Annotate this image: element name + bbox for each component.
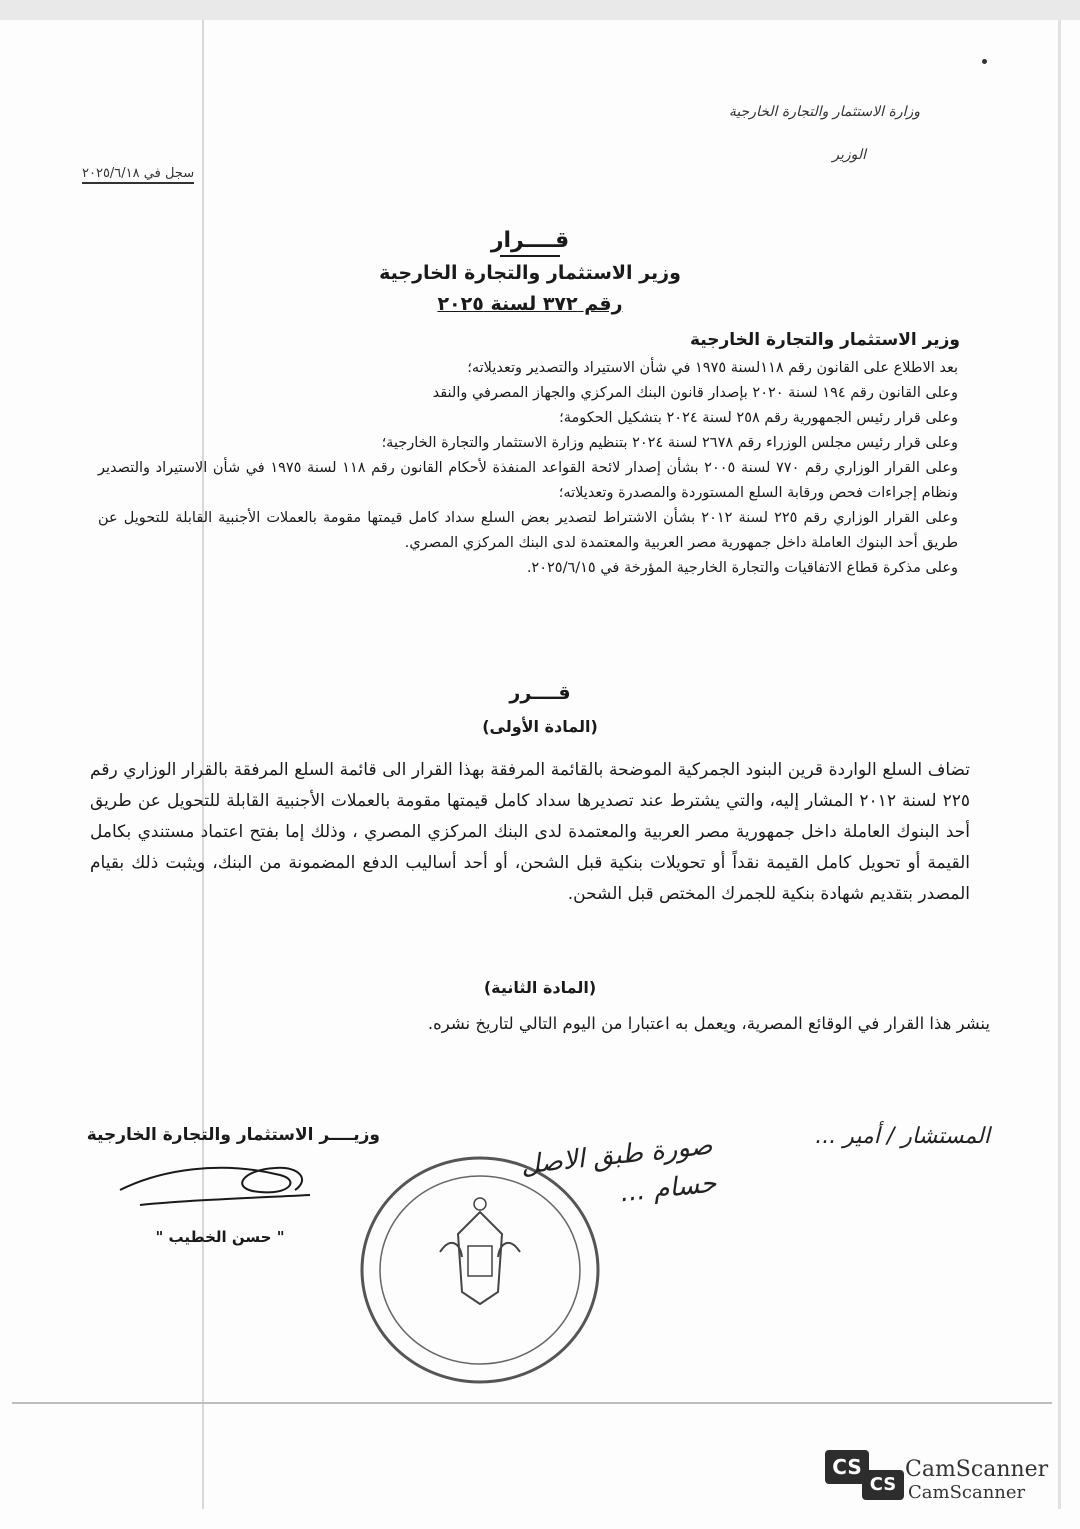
preamble-item: وعلى القانون رقم ١٩٤ لسنة ٢٠٢٠ بإصدار قانون البنك المركزي والجهاز المصرفي والنقد: [432, 385, 958, 401]
camscanner-brand: CamScanner: [905, 1457, 1049, 1482]
preamble-item: وعلى قرار رئيس الجمهورية رقم ٢٥٨ لسنة ٢٠٢٤ بتشكيل الحكومة؛: [559, 410, 958, 426]
decision-issuer: وزير الاستثمار والتجارة الخارجية: [379, 262, 681, 284]
preamble-item: وعلى القرار الوزاري رقم ٢٢٥ لسنة ٢٠١٢ بشأن الاشتراط لتصدير بعض السلع سداد كامل قيمتها مقومة بالعملات الأجنبية القابلة للتحويل عن طريق أحد البنوك العاملة داخل جمهورية مصر العربية والمعتمدة لدى البنك المركزي المصري.: [98, 510, 959, 551]
scan-edge-line: [1058, 20, 1061, 1509]
article-2-text: ينشر هذا القرار في الوقائع المصرية، ويعمل به اعتبارا من اليوم التالي لتاريخ نشره.: [427, 1014, 990, 1033]
preamble: [98, 356, 958, 581]
advisor-handwriting: المستشار / أمير ...: [815, 1124, 990, 1149]
preamble-item: وعلى القرار الوزاري رقم ٧٧٠ لسنة ٢٠٠٥ بشأن إصدار لائحة القواعد المنفذة لأحكام القانون رقم ١١٨ لسنة ١٩٧٥ في شأن الاستيراد والتصدير ونظام إجراءات فحص ورقابة السلع المستوردة والمصدرة وتعديلاته؛: [98, 460, 958, 501]
scan-top-band: [0, 0, 1080, 20]
preamble-item: وعلى مذكرة قطاع الاتفاقيات والتجارة الخارجية المؤرخة في ٢٠٢٥/٦/١٥.: [526, 560, 958, 576]
minister-label: الوزير: [832, 147, 866, 163]
preamble-addressee: وزير الاستثمار والتجارة الخارجية: [689, 330, 960, 350]
signatory-name: " حسن الخطيب ": [155, 1228, 285, 1246]
signatory-title: وزيــــر الاستثمار والتجارة الخارجية: [86, 1125, 380, 1145]
decided-heading: قــــرر: [509, 682, 571, 704]
article-1-text: تضاف السلع الواردة قرين البنود الجمركية الموضحة بالقائمة المرفقة بهذا القرار الى قائمة السلع المرفقة بالقرار الوزاري رقم ٢٢٥ لسنة ٢٠١٢ المشار إليه، والتي يشترط عند تصديرها سداد كامل قيمتها مقومة بالعملات الأجنبية القابلة للتحويل عن طريق أحد البنوك العاملة داخل جمهورية مصر العربية والمعتمدة لدى البنك المركزي المصري ، وذلك إما بفتح اعتماد مستندي بكامل القيمة أو تحويل كامل القيمة نقداً أو تحويلات بنكية قبل الشحن، أو أحد أساليب الدفع المضمونة من البنك، ويثبت ذلك بقيام المصدر بتقديم شهادة بنكية للجمرك المختص قبل الشحن.: [90, 760, 970, 904]
article-1-title: (المادة الأولى): [482, 717, 598, 736]
camscanner-logo: CS: [825, 1450, 869, 1484]
decision-title: قــــرار: [380, 228, 680, 257]
handwritten-certification: صورة طبق الاصل حسام ...: [519, 1130, 718, 1209]
camscanner-brand-shadow: CamScanner: [908, 1482, 1026, 1503]
decision-number: رقم ٣٧٢ لسنة ٢٠٢٥: [437, 293, 623, 315]
ink-dot: [982, 59, 987, 64]
preamble-item: بعد الاطلاع على القانون رقم ١١٨لسنة ١٩٧٥ في شأن الاستيراد والتصدير وتعديلاته؛: [467, 360, 958, 376]
preamble-item: وعلى قرار رئيس مجلس الوزراء رقم ٢٦٧٨ لسنة ٢٠٢٤ بتنظيم وزارة الاستثمار والتجارة الخارجية؛: [381, 435, 958, 451]
signature-scribble: [100, 1150, 320, 1220]
article-2-title: (المادة الثانية): [483, 978, 597, 997]
registration-note: سجل في ٢٠٢٥/٦/١٨: [82, 166, 194, 184]
camscanner-logo-shadow: CS: [862, 1470, 904, 1500]
ministry-header: وزارة الاستثمار والتجارة الخارجية: [728, 104, 920, 120]
bottom-divider: [12, 1402, 1052, 1404]
